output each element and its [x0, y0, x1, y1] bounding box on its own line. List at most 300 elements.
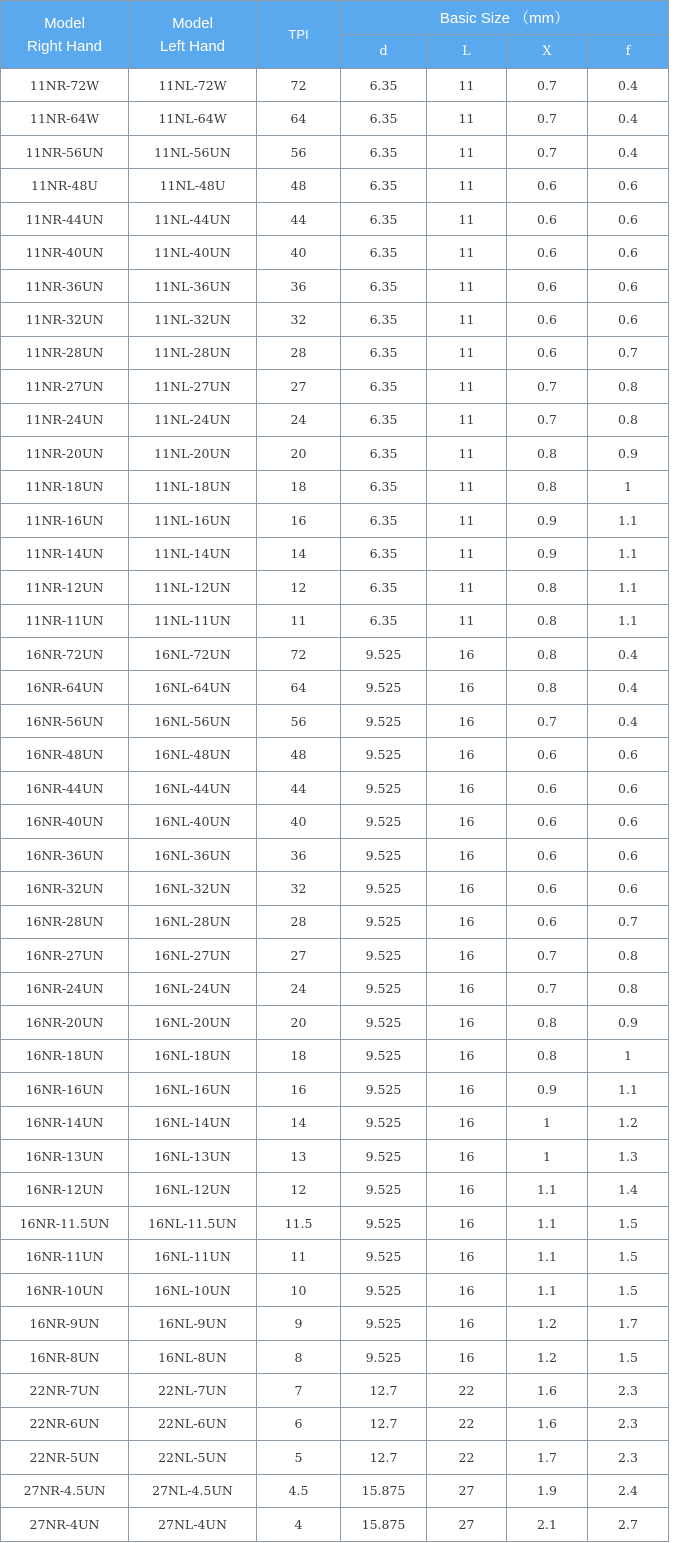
cell-l: 27 [427, 1474, 507, 1507]
cell-model-right-hand: 11NR-24UN [1, 403, 129, 436]
cell-d: 9.525 [341, 1106, 427, 1139]
cell-model-right-hand: 11NR-56UN [1, 135, 129, 168]
cell-tpi: 48 [257, 738, 341, 771]
table-row [1, 370, 669, 403]
cell-x: 0.7 [507, 135, 588, 168]
cell-model-left-hand: 16NL-28UN [129, 905, 257, 938]
cell-model-right-hand: 16NR-8UN [1, 1340, 129, 1373]
cell-x: 1.1 [507, 1273, 588, 1306]
cell-model-right-hand: 22NR-5UN [1, 1441, 129, 1474]
cell-model-left-hand: 22NL-5UN [129, 1441, 257, 1474]
cell-f: 1.1 [588, 1073, 669, 1106]
cell-model-left-hand: 11NL-56UN [129, 135, 257, 168]
cell-l: 16 [427, 1173, 507, 1206]
cell-model-left-hand: 11NL-64W [129, 102, 257, 135]
cell-d: 15.875 [341, 1508, 427, 1541]
cell-f: 0.7 [588, 905, 669, 938]
cell-f: 0.4 [588, 704, 669, 737]
cell-d: 6.35 [341, 370, 427, 403]
table-header [1, 1, 669, 69]
cell-l: 16 [427, 1273, 507, 1306]
cell-d: 6.35 [341, 537, 427, 570]
table-row [1, 1474, 669, 1507]
header-f: f [588, 35, 669, 69]
cell-d: 9.525 [341, 939, 427, 972]
cell-d: 6.35 [341, 604, 427, 637]
cell-tpi: 16 [257, 504, 341, 537]
cell-x: 0.8 [507, 1039, 588, 1072]
table-row [1, 102, 669, 135]
cell-x: 0.6 [507, 303, 588, 336]
cell-x: 0.9 [507, 1073, 588, 1106]
cell-d: 9.525 [341, 1307, 427, 1340]
cell-f: 0.9 [588, 437, 669, 470]
cell-d: 9.525 [341, 637, 427, 670]
cell-l: 16 [427, 1307, 507, 1340]
cell-f: 0.6 [588, 738, 669, 771]
cell-model-left-hand: 11NL-32UN [129, 303, 257, 336]
cell-tpi: 4.5 [257, 1474, 341, 1507]
table-row [1, 1340, 669, 1373]
cell-l: 27 [427, 1508, 507, 1541]
cell-l: 11 [427, 102, 507, 135]
cell-x: 1.1 [507, 1206, 588, 1239]
cell-l: 11 [427, 69, 507, 102]
cell-l: 11 [427, 370, 507, 403]
cell-f: 1.7 [588, 1307, 669, 1340]
header-left-hand-label: Left Hand [159, 37, 226, 55]
cell-model-right-hand: 11NR-72W [1, 69, 129, 102]
cell-f: 2.3 [588, 1441, 669, 1474]
header-model-right-hand [1, 1, 129, 69]
cell-model-right-hand: 11NR-12UN [1, 571, 129, 604]
cell-x: 0.7 [507, 972, 588, 1005]
cell-tpi: 28 [257, 336, 341, 369]
cell-l: 11 [427, 169, 507, 202]
cell-x: 1.1 [507, 1240, 588, 1273]
cell-f: 0.6 [588, 269, 669, 302]
cell-x: 1.2 [507, 1307, 588, 1340]
table-row [1, 1073, 669, 1106]
cell-x: 0.6 [507, 771, 588, 804]
cell-f: 1.3 [588, 1140, 669, 1173]
cell-d: 6.35 [341, 135, 427, 168]
cell-tpi: 14 [257, 1106, 341, 1139]
cell-l: 16 [427, 1039, 507, 1072]
cell-l: 16 [427, 1106, 507, 1139]
table-row [1, 470, 669, 503]
cell-tpi: 13 [257, 1140, 341, 1173]
cell-f: 0.4 [588, 69, 669, 102]
cell-d: 6.35 [341, 336, 427, 369]
cell-f: 0.6 [588, 236, 669, 269]
cell-x: 0.8 [507, 470, 588, 503]
cell-x: 1.1 [507, 1173, 588, 1206]
cell-d: 6.35 [341, 437, 427, 470]
table-row [1, 1240, 669, 1273]
cell-l: 16 [427, 1006, 507, 1039]
table-row [1, 1173, 669, 1206]
cell-f: 0.9 [588, 1006, 669, 1039]
cell-model-left-hand: 11NL-16UN [129, 504, 257, 537]
cell-f: 0.4 [588, 102, 669, 135]
cell-model-right-hand: 16NR-48UN [1, 738, 129, 771]
cell-f: 1.1 [588, 604, 669, 637]
cell-model-left-hand: 16NL-8UN [129, 1340, 257, 1373]
table-row [1, 303, 669, 336]
table-row [1, 135, 669, 168]
table-row [1, 1206, 669, 1239]
table-row [1, 704, 669, 737]
cell-d: 9.525 [341, 1273, 427, 1306]
cell-d: 9.525 [341, 1073, 427, 1106]
cell-model-right-hand: 16NR-11.5UN [1, 1206, 129, 1239]
cell-f: 1.5 [588, 1240, 669, 1273]
table-body [1, 69, 669, 1542]
header-model-label: Model [172, 14, 213, 32]
cell-model-right-hand: 27NR-4UN [1, 1508, 129, 1541]
cell-f: 0.4 [588, 135, 669, 168]
header-X: X [507, 35, 588, 69]
table-row [1, 637, 669, 670]
header-d: d [341, 35, 427, 69]
cell-l: 11 [427, 604, 507, 637]
cell-model-left-hand: 16NL-14UN [129, 1106, 257, 1139]
cell-tpi: 24 [257, 972, 341, 1005]
cell-l: 16 [427, 1140, 507, 1173]
cell-f: 0.4 [588, 671, 669, 704]
cell-x: 1.2 [507, 1340, 588, 1373]
cell-model-right-hand: 11NR-16UN [1, 504, 129, 537]
cell-f: 0.8 [588, 403, 669, 436]
cell-f: 0.6 [588, 303, 669, 336]
cell-d: 15.875 [341, 1474, 427, 1507]
cell-model-left-hand: 16NL-36UN [129, 838, 257, 871]
cell-d: 9.525 [341, 704, 427, 737]
table-row [1, 671, 669, 704]
cell-x: 0.7 [507, 69, 588, 102]
cell-tpi: 27 [257, 370, 341, 403]
cell-d: 9.525 [341, 972, 427, 1005]
cell-l: 11 [427, 504, 507, 537]
cell-model-left-hand: 11NL-20UN [129, 437, 257, 470]
cell-l: 22 [427, 1407, 507, 1440]
cell-tpi: 28 [257, 905, 341, 938]
table-row [1, 805, 669, 838]
cell-f: 1.5 [588, 1340, 669, 1373]
cell-model-left-hand: 11NL-48U [129, 169, 257, 202]
cell-model-left-hand: 11NL-28UN [129, 336, 257, 369]
cell-tpi: 40 [257, 805, 341, 838]
table-row [1, 1407, 669, 1440]
cell-d: 9.525 [341, 1173, 427, 1206]
cell-model-left-hand: 22NL-7UN [129, 1374, 257, 1407]
cell-model-left-hand: 16NL-64UN [129, 671, 257, 704]
cell-d: 6.35 [341, 303, 427, 336]
table-row [1, 1508, 669, 1541]
cell-model-left-hand: 11NL-72W [129, 69, 257, 102]
table-row [1, 1039, 669, 1072]
cell-model-left-hand: 11NL-14UN [129, 537, 257, 570]
cell-model-right-hand: 16NR-14UN [1, 1106, 129, 1139]
header-right-hand-label: Right Hand [26, 37, 103, 55]
cell-model-right-hand: 22NR-6UN [1, 1407, 129, 1440]
cell-l: 16 [427, 838, 507, 871]
cell-model-right-hand: 11NR-28UN [1, 336, 129, 369]
cell-f: 1.5 [588, 1273, 669, 1306]
cell-model-right-hand: 16NR-10UN [1, 1273, 129, 1306]
cell-x: 1.6 [507, 1407, 588, 1440]
cell-model-left-hand: 27NL-4.5UN [129, 1474, 257, 1507]
cell-tpi: 11 [257, 604, 341, 637]
cell-model-left-hand: 11NL-11UN [129, 604, 257, 637]
cell-tpi: 11.5 [257, 1206, 341, 1239]
cell-model-left-hand: 16NL-44UN [129, 771, 257, 804]
table-row [1, 169, 669, 202]
cell-f: 0.6 [588, 169, 669, 202]
cell-model-left-hand: 16NL-12UN [129, 1173, 257, 1206]
cell-tpi: 18 [257, 1039, 341, 1072]
cell-x: 1.6 [507, 1374, 588, 1407]
cell-model-right-hand: 16NR-11UN [1, 1240, 129, 1273]
cell-model-left-hand: 16NL-27UN [129, 939, 257, 972]
cell-d: 9.525 [341, 1039, 427, 1072]
cell-model-right-hand: 11NR-18UN [1, 470, 129, 503]
cell-l: 16 [427, 972, 507, 1005]
cell-l: 11 [427, 202, 507, 235]
cell-d: 9.525 [341, 771, 427, 804]
cell-model-left-hand: 11NL-18UN [129, 470, 257, 503]
header-model-label: Model [44, 14, 85, 32]
table-row [1, 771, 669, 804]
cell-tpi: 64 [257, 671, 341, 704]
cell-model-right-hand: 16NR-16UN [1, 1073, 129, 1106]
cell-model-left-hand: 16NL-24UN [129, 972, 257, 1005]
cell-x: 0.7 [507, 403, 588, 436]
cell-model-right-hand: 16NR-56UN [1, 704, 129, 737]
cell-tpi: 9 [257, 1307, 341, 1340]
table-row [1, 236, 669, 269]
table-row [1, 1106, 669, 1139]
table-row [1, 69, 669, 102]
cell-tpi: 72 [257, 637, 341, 670]
cell-x: 0.8 [507, 571, 588, 604]
cell-l: 16 [427, 1073, 507, 1106]
cell-f: 1 [588, 470, 669, 503]
cell-tpi: 48 [257, 169, 341, 202]
cell-tpi: 7 [257, 1374, 341, 1407]
cell-l: 16 [427, 671, 507, 704]
cell-d: 9.525 [341, 905, 427, 938]
cell-x: 1.7 [507, 1441, 588, 1474]
cell-x: 0.8 [507, 1006, 588, 1039]
cell-l: 11 [427, 236, 507, 269]
cell-f: 1.1 [588, 571, 669, 604]
cell-model-left-hand: 16NL-13UN [129, 1140, 257, 1173]
cell-d: 9.525 [341, 1140, 427, 1173]
cell-tpi: 32 [257, 872, 341, 905]
cell-x: 0.8 [507, 437, 588, 470]
cell-x: 1 [507, 1140, 588, 1173]
table-row [1, 738, 669, 771]
cell-d: 6.35 [341, 169, 427, 202]
cell-f: 1 [588, 1039, 669, 1072]
table-row [1, 939, 669, 972]
table-row [1, 1441, 669, 1474]
cell-tpi: 11 [257, 1240, 341, 1273]
cell-l: 16 [427, 1240, 507, 1273]
cell-model-right-hand: 16NR-9UN [1, 1307, 129, 1340]
cell-model-right-hand: 11NR-11UN [1, 604, 129, 637]
cell-d: 9.525 [341, 1340, 427, 1373]
cell-l: 16 [427, 905, 507, 938]
cell-x: 0.6 [507, 838, 588, 871]
cell-l: 11 [427, 537, 507, 570]
cell-model-right-hand: 11NR-48U [1, 169, 129, 202]
cell-x: 0.8 [507, 637, 588, 670]
table-row [1, 838, 669, 871]
cell-l: 16 [427, 1206, 507, 1239]
cell-model-left-hand: 11NL-36UN [129, 269, 257, 302]
cell-tpi: 36 [257, 269, 341, 302]
cell-model-right-hand: 11NR-36UN [1, 269, 129, 302]
cell-d: 6.35 [341, 470, 427, 503]
cell-f: 0.8 [588, 972, 669, 1005]
cell-model-left-hand: 16NL-11UN [129, 1240, 257, 1273]
cell-tpi: 12 [257, 571, 341, 604]
cell-x: 0.7 [507, 939, 588, 972]
cell-model-right-hand: 16NR-28UN [1, 905, 129, 938]
cell-model-left-hand: 11NL-24UN [129, 403, 257, 436]
cell-f: 0.4 [588, 637, 669, 670]
cell-f: 0.8 [588, 370, 669, 403]
table-row [1, 571, 669, 604]
cell-model-left-hand: 16NL-48UN [129, 738, 257, 771]
cell-x: 0.6 [507, 738, 588, 771]
cell-tpi: 32 [257, 303, 341, 336]
cell-l: 11 [427, 571, 507, 604]
cell-model-left-hand: 16NL-16UN [129, 1073, 257, 1106]
cell-model-left-hand: 16NL-40UN [129, 805, 257, 838]
cell-f: 0.8 [588, 939, 669, 972]
cell-tpi: 56 [257, 704, 341, 737]
table-row [1, 1374, 669, 1407]
cell-model-right-hand: 11NR-64W [1, 102, 129, 135]
cell-model-right-hand: 16NR-40UN [1, 805, 129, 838]
cell-d: 6.35 [341, 504, 427, 537]
cell-model-right-hand: 16NR-20UN [1, 1006, 129, 1039]
cell-d: 9.525 [341, 1240, 427, 1273]
cell-l: 11 [427, 470, 507, 503]
cell-d: 9.525 [341, 838, 427, 871]
cell-model-left-hand: 16NL-9UN [129, 1307, 257, 1340]
table-row [1, 202, 669, 235]
cell-f: 1.1 [588, 504, 669, 537]
cell-x: 2.1 [507, 1508, 588, 1541]
cell-model-right-hand: 16NR-27UN [1, 939, 129, 972]
cell-model-left-hand: 11NL-12UN [129, 571, 257, 604]
cell-f: 1.2 [588, 1106, 669, 1139]
cell-model-right-hand: 16NR-44UN [1, 771, 129, 804]
cell-d: 6.35 [341, 69, 427, 102]
cell-tpi: 44 [257, 202, 341, 235]
cell-f: 1.1 [588, 537, 669, 570]
cell-l: 11 [427, 403, 507, 436]
cell-x: 0.6 [507, 202, 588, 235]
cell-d: 9.525 [341, 805, 427, 838]
cell-d: 6.35 [341, 102, 427, 135]
table-row [1, 537, 669, 570]
cell-model-left-hand: 16NL-18UN [129, 1039, 257, 1072]
cell-tpi: 20 [257, 437, 341, 470]
cell-model-left-hand: 22NL-6UN [129, 1407, 257, 1440]
cell-l: 11 [427, 135, 507, 168]
cell-l: 16 [427, 805, 507, 838]
cell-x: 0.8 [507, 671, 588, 704]
cell-model-right-hand: 16NR-13UN [1, 1140, 129, 1173]
cell-model-right-hand: 16NR-12UN [1, 1173, 129, 1206]
cell-model-left-hand: 16NL-11.5UN [129, 1206, 257, 1239]
cell-l: 16 [427, 771, 507, 804]
cell-tpi: 44 [257, 771, 341, 804]
table-row [1, 604, 669, 637]
cell-model-left-hand: 16NL-72UN [129, 637, 257, 670]
header-L: L [427, 35, 507, 69]
cell-tpi: 27 [257, 939, 341, 972]
cell-d: 6.35 [341, 236, 427, 269]
cell-tpi: 40 [257, 236, 341, 269]
cell-d: 12.7 [341, 1441, 427, 1474]
table-row [1, 905, 669, 938]
cell-model-right-hand: 11NR-14UN [1, 537, 129, 570]
cell-model-left-hand: 11NL-40UN [129, 236, 257, 269]
cell-x: 0.6 [507, 169, 588, 202]
cell-model-right-hand: 27NR-4.5UN [1, 1474, 129, 1507]
cell-f: 0.6 [588, 771, 669, 804]
cell-l: 16 [427, 704, 507, 737]
cell-tpi: 8 [257, 1340, 341, 1373]
cell-tpi: 56 [257, 135, 341, 168]
table-row [1, 403, 669, 436]
cell-model-right-hand: 11NR-44UN [1, 202, 129, 235]
cell-x: 0.6 [507, 905, 588, 938]
table-row [1, 1006, 669, 1039]
cell-model-left-hand: 16NL-32UN [129, 872, 257, 905]
table-row [1, 972, 669, 1005]
cell-tpi: 24 [257, 403, 341, 436]
table-row [1, 269, 669, 302]
cell-tpi: 12 [257, 1173, 341, 1206]
cell-model-right-hand: 11NR-32UN [1, 303, 129, 336]
cell-x: 0.6 [507, 269, 588, 302]
cell-tpi: 5 [257, 1441, 341, 1474]
cell-l: 16 [427, 939, 507, 972]
cell-l: 22 [427, 1374, 507, 1407]
cell-l: 11 [427, 437, 507, 470]
cell-x: 0.7 [507, 102, 588, 135]
cell-d: 9.525 [341, 1206, 427, 1239]
cell-x: 1.9 [507, 1474, 588, 1507]
cell-model-left-hand: 27NL-4UN [129, 1508, 257, 1541]
cell-d: 9.525 [341, 872, 427, 905]
cell-x: 0.6 [507, 872, 588, 905]
table-row [1, 1140, 669, 1173]
cell-tpi: 18 [257, 470, 341, 503]
cell-x: 0.6 [507, 336, 588, 369]
cell-model-right-hand: 16NR-18UN [1, 1039, 129, 1072]
cell-d: 6.35 [341, 269, 427, 302]
cell-model-right-hand: 16NR-36UN [1, 838, 129, 871]
